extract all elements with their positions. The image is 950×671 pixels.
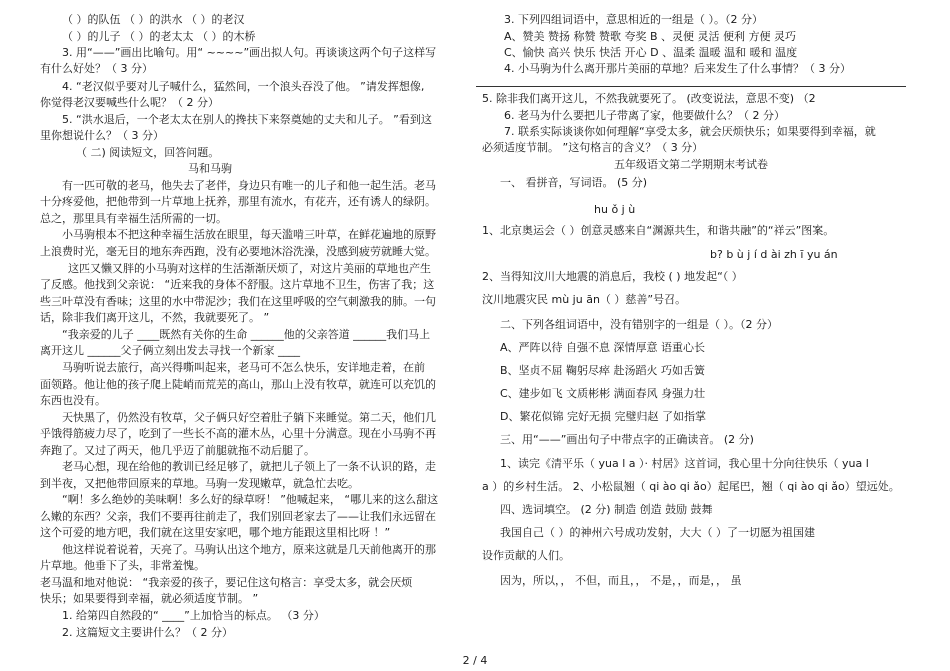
reading-question-3: 3. 下列四组词语中，意思相近的一组是（ ）。（2 分） xyxy=(504,13,763,26)
reading-question-7-line-1: 7. 联系实际谈谈你如何理解“享受太多，就会厌烦快乐；如果要得到幸福，就 xyxy=(504,125,876,138)
page-number: 2 / 4 xyxy=(462,654,488,667)
passage-line: 东西也没有。 xyxy=(40,394,106,407)
pinyin-row-1: hu ǒ j ù xyxy=(594,203,636,216)
question-3-line-1: 3. 用“——”画出比喻句。用“ ~~~~”画出拟人句。再谈谈这两个句子这样写 xyxy=(62,46,437,59)
passage-line: 这个可爱的地方吧，我们就在这里安家吧，哪个地方能跟这里相比呀 ！” xyxy=(40,526,391,539)
passage-line: 奔跑了。又过了两天，他几乎迈了前腿就拖不动后腿了。 xyxy=(40,444,315,457)
fill-word-line-1: 我国自己（ ）的神州六号成功发射，大大（ ）了一切愿为祖国建 xyxy=(500,526,815,539)
option-row-ab: A、赞美 赞扬 称赞 赞歌 夸奖 B 、灵便 灵活 便利 方便 灵巧 xyxy=(504,30,797,43)
question-5-line-2: 里你想说什么？（ 3 分） xyxy=(40,129,164,142)
passage-line: 有一匹可敬的老马，他失去了老伴，身边只有唯一的儿子和他一起生活。老马 xyxy=(62,179,436,192)
reading-pronunciation-line-1: 1、读完《清平乐（ yua l a ）· 村居》这首词，我心里十分向往快乐（ yua l xyxy=(500,457,869,470)
section-3-heading: 三、用“——”画出句子中带点字的正确读音。 (2 分) xyxy=(500,433,754,446)
fill-phrases-row-1: （ ）的队伍 （ ）的洪水 （ ）的老汉 xyxy=(62,13,245,26)
passage-line: 他这样说着说着，天亮了。马驹认出这个地方，原来这就是几天前他离开的那 xyxy=(62,543,436,556)
question-4-line-1: 4. “老汉似乎要对儿子喊什么，猛然间，一个浪头吞没了他。 ”请发挥想像, xyxy=(62,80,425,93)
pinyin-row-2: b? b ù j í d ài zh ī yu án xyxy=(710,248,838,261)
question-5-line-1: 5. “洪水退后，一个老太太在别人的搀扶下来祭奠她的丈夫和儿子。 ”看到这 xyxy=(62,113,432,126)
passage-line: 片草地。他垂下了头，非常羞愧。 xyxy=(40,559,205,572)
passage-line: 老马温和地对他说： “我亲爱的孩子，要记住这句格言：享受太多，就会厌烦 xyxy=(40,576,413,589)
choice-option-a: A、严阵以待 自强不息 深情厚意 语重心长 xyxy=(500,341,706,354)
passage-line: 小马驹根本不把这种幸福生活放在眼里，每天滥啃三叶草，在鲜花遍地的原野 xyxy=(62,228,436,241)
passage-line: 到半夜，又把他带回原来的草地。马驹一发现嫩草，就急忙去吃。 xyxy=(40,477,359,490)
choice-option-c: C、建步如飞 文质彬彬 满面春风 身强力壮 xyxy=(500,387,706,400)
passage-line: 话，除非我们离开这儿，不然，我就要死了。 ” xyxy=(40,311,270,324)
passage-line: 总之，那里具有幸福生活所需的一切。 xyxy=(40,212,227,225)
passage-line: “啊！多么绝妙的美味啊！多么好的绿草呀！ ”他喊起来， “哪儿来的这么甜这 xyxy=(62,493,439,506)
passage-line: 面领路。他让他的孩子爬上陡峭而荒芜的高山，那山上没有牧草，就连可以充饥的 xyxy=(40,378,436,391)
question-4-line-2: 你觉得老汉要喊些什么呢？（ 2 分） xyxy=(40,96,219,109)
passage-line: 十分疼爱他，把他带到一片草地上抚养，那里有流水，有花卉，还有诱人的绿阴。 xyxy=(40,195,436,208)
reading-question-1: 1. 给第四自然段的“ ____”上加恰当的标点。 （3 分） xyxy=(62,609,325,622)
conjunction-pairs: 因为，所以，， 不但，而且，， 不是，，而是，， 虽 xyxy=(500,574,742,587)
passage-line: “我亲爱的儿子 ____既然有关你的生命 ______他的父亲答道 ______我们马上 xyxy=(62,328,431,341)
passage-line: 了反感。他找到父亲说： “近来我的身体不舒服。这片草地不卫生，伤害了我；这 xyxy=(40,278,435,291)
reading-pronunciation-line-2: a ）的乡村生活。 2、小松鼠翘（ qi ào qi ǎo）起尾巴，翘（ qi ào qi ǎo）望远处。 xyxy=(482,480,900,493)
section-4-heading: 四、选词填空。 (2 分) 制造 创造 鼓励 鼓舞 xyxy=(500,503,713,516)
exam-title: 五年级语文第二学期期末考试卷 xyxy=(614,158,768,171)
question-3-line-2: 有什么好处？（ 3 分） xyxy=(40,62,153,75)
passage-line: 些三叶草没有香味；这里的水中带泥沙；我们在这里呼吸的空气刺激我的肺。一句 xyxy=(40,295,436,308)
passage-line: 么嫩的东西？父亲，我们不要再往前走了，我们别回老家去了——让我们永远留在 xyxy=(40,510,436,523)
choice-option-d: D、繁花似锦 完好无损 完璧归赵 了如指掌 xyxy=(500,410,706,423)
fill-phrases-row-2: （ ）的儿子 （ ）的老太太 （ ）的木桥 xyxy=(62,30,256,43)
pinyin-item-2-line-2: 汶川地震灾民 mù ju ān（ ）慈善”号召。 xyxy=(482,293,687,306)
section-heading-reading: （ 二) 阅读短文，回答问题。 xyxy=(76,146,220,159)
section-2-heading: 二、下列各组词语中，没有错别字的一组是（ ）。（2 分） xyxy=(500,318,778,331)
passage-line: 上浪费时光，毫无目的地东奔西跑，没有必要地沐浴洗澡，没感到疲劳就睡大觉。 xyxy=(40,245,436,258)
choice-option-b: B、坚贞不屈 鞠躬尽瘁 赴汤蹈火 巧如舌簧 xyxy=(500,364,706,377)
reading-question-4: 4. 小马驹为什么离开那片美丽的草地？后来发生了什么事情？（ 3 分） xyxy=(504,62,851,75)
passage-line: 天快黑了，仍然没有牧草，父子俩只好空着肚子躺下来睡觉。第二天，他们几 xyxy=(62,411,436,424)
passage-line: 老马心想，现在给他的教训已经足够了，就把儿子领上了一条不认识的路，走 xyxy=(62,460,436,473)
pinyin-item-2-line-1: 2、当得知汶川大地震的消息后，我校 ( ) 地发起“（ ） xyxy=(482,270,743,283)
fill-word-line-2: 设作贡献的人们。 xyxy=(482,549,570,562)
passage-line: 马驹听说去旅行，高兴得嘶叫起来，老马可不怎么快乐，安详地走着，在前 xyxy=(62,361,425,374)
section-divider xyxy=(476,86,906,87)
reading-question-6: 6. 老马为什么要把儿子带离了家，他要做什么？（ 2 分） xyxy=(504,109,785,122)
reading-question-2: 2. 这篇短文主要讲什么？（ 2 分） xyxy=(62,626,233,639)
passage-line: 乎饿得筋疲力尽了，吃到了一些长不高的灌木丛，心里十分满意。现在小马驹不再 xyxy=(40,427,436,440)
passage-line: 这匹又懒又胖的小马驹对这样的生活渐渐厌烦了，对这片美丽的草地也产生 xyxy=(68,262,431,275)
passage-line: 快乐；如果要得到幸福，就必须适度节制。 ” xyxy=(40,592,259,605)
passage-line: 离开这儿 ______父子俩立刻出发去寻找一个新家 ____ xyxy=(40,344,300,357)
reading-question-5: 5. 除非我们离开这儿，不然我就要死了。 (改变说法，意思不变) （2 xyxy=(482,92,816,105)
pinyin-item-1: 1、北京奥运会（ ）创意灵感来自“渊源共生，和谐共融”的“祥云”图案。 xyxy=(482,224,835,237)
passage-title: 马和马驹 xyxy=(188,162,232,175)
reading-question-7-line-2: 必须适度节制。 ”这句格言的含义？（ 3 分） xyxy=(482,141,704,154)
section-1-heading: 一、 看拼音，写词语。 (5 分) xyxy=(500,176,648,189)
option-row-cd: C、愉快 高兴 快乐 快活 开心 D 、温柔 温暖 温和 暖和 温度 xyxy=(504,46,798,59)
